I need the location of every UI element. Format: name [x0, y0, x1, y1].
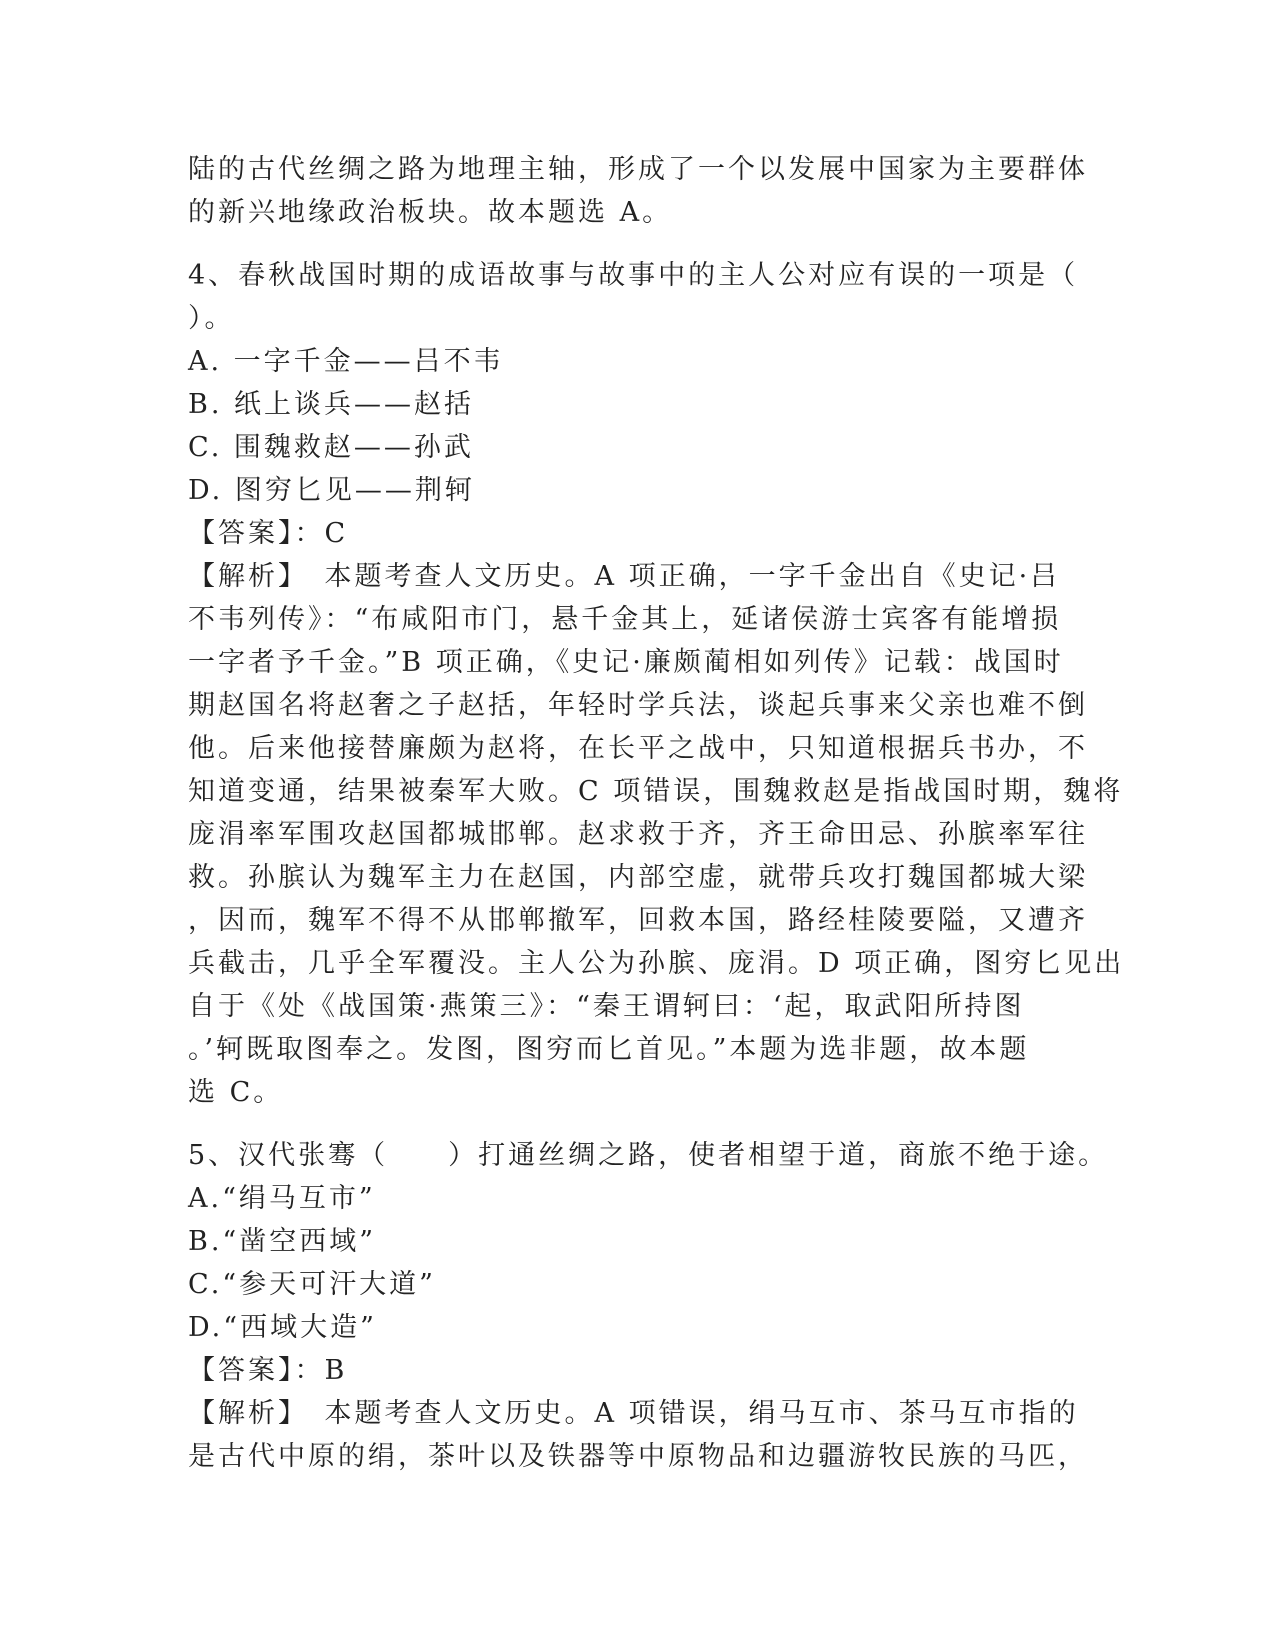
option-a: A. 一字千金——吕不韦 — [188, 346, 504, 377]
analysis-line: 救。孙膑认为魏军主力在赵国，内部空虚，就带兵攻打魏国都城大梁 — [188, 862, 1088, 893]
question-stem: ）。 — [188, 303, 235, 334]
analysis-line: 【解析】 本题考查人文历史。A 项错误，绢马互市、茶马互市指的 — [188, 1398, 1079, 1429]
answer-line: 【答案】：C — [188, 518, 349, 549]
question-stem: 5、汉代张骞（ ）打通丝绸之路，使者相望于道，商旅不绝于途。 — [188, 1140, 1109, 1171]
answer-line: 【答案】：B — [188, 1355, 348, 1386]
option-b: B.“凿空西域” — [188, 1226, 377, 1257]
option-a: A.“绢马互市” — [188, 1183, 376, 1214]
option-c: C.“参天可汗大道” — [188, 1269, 436, 1300]
option-c: C. 围魏救赵——孙武 — [188, 432, 474, 463]
analysis-line: 知道变通，结果被秦军大败。C 项错误，围魏救赵是指战国时期，魏将 — [188, 776, 1124, 807]
analysis-line: 自于《处《战国策·燕策三》：“秦王谓轲曰：‘起，取武阳所持图 — [188, 991, 1025, 1022]
analysis-line: 不韦列传》：“布咸阳市门，悬千金其上，延诸侯游士宾客有能增损 — [188, 604, 1062, 635]
text-line: 的新兴地缘政治板块。故本题选 A。 — [188, 197, 673, 228]
analysis-line: 一字者予千金。”B 项正确，《史记·廉颇蔺相如列传》记载：战国时 — [188, 647, 1064, 678]
analysis-line: 他。后来他接替廉颇为赵将，在长平之战中，只知道根据兵书办，不 — [188, 733, 1088, 764]
intro-paragraph — [188, 148, 1088, 234]
option-d: D. 图穷匕见——荆轲 — [188, 475, 475, 506]
document-page — [188, 148, 1125, 1478]
analysis-line: 庞涓率军围攻赵国都城邯郸。赵求救于齐，齐王命田忌、孙膑率军往 — [188, 819, 1088, 850]
analysis-line: 选 C。 — [188, 1077, 284, 1108]
question-5 — [188, 1134, 1109, 1478]
analysis-line: 期赵国名将赵奢之子赵括，年轻时学兵法，谈起兵事来父亲也难不倒 — [188, 690, 1088, 721]
analysis-line: 是古代中原的绢，茶叶以及铁器等中原物品和边疆游牧民族的马匹， — [188, 1441, 1088, 1472]
question-4 — [188, 254, 1125, 1114]
option-b: B. 纸上谈兵——赵括 — [188, 389, 475, 420]
option-d: D.“西域大造” — [188, 1312, 377, 1343]
analysis-line: 。’轲既取图奉之。发图，图穷而匕首见。”本题为选非题，故本题 — [188, 1034, 1030, 1065]
text-line: 陆的古代丝绸之路为地理主轴，形成了一个以发展中国家为主要群体 — [188, 154, 1088, 185]
analysis-line: 兵截击，几乎全军覆没。主人公为孙膑、庞涓。D 项正确，图穷匕见出 — [188, 948, 1125, 979]
analysis-line: ，因而，魏军不得不从邯郸撤军，回救本国，路经桂陵要隘，又遭齐 — [188, 905, 1088, 936]
question-stem: 4、春秋战国时期的成语故事与故事中的主人公对应有误的一项是（ — [188, 260, 1079, 291]
analysis-line: 【解析】 本题考查人文历史。A 项正确，一字千金出自《史记·吕 — [188, 561, 1061, 592]
